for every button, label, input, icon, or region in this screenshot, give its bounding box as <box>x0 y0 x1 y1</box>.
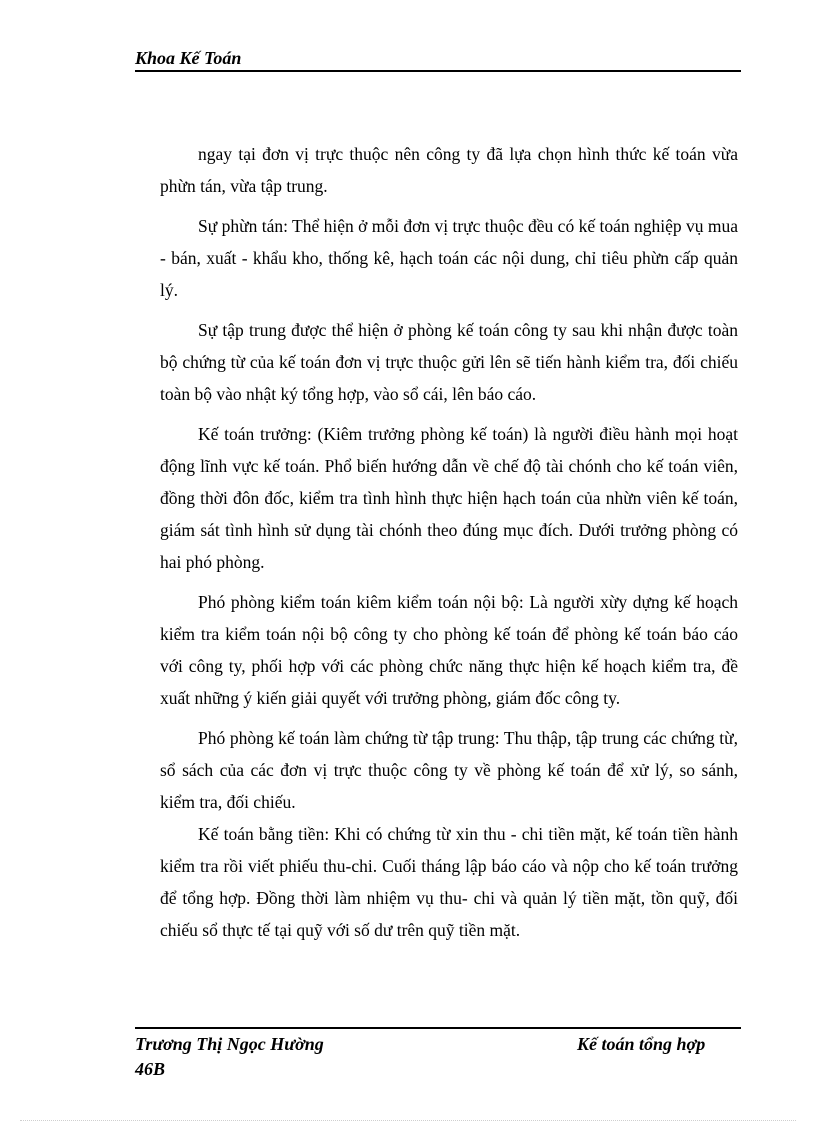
paragraph-cash-accountant: Kế toán bằng tiền: Khi có chứng từ xin thu - chi tiền mặt, kế toán tiền hành kiểm tra rồi viết phiếu thu-chi. Cuối tháng lập báo cáo và nộp cho kế toán trưởng để tổng hợp. Đồng thời làm nhiệm vụ thu- chi và quản lý tiền mặt, tồn quỹ, đối chiếu sổ thực tế tại quỹ với số dư trên quỹ tiền mặt. <box>160 824 738 940</box>
document-body <box>160 138 738 954</box>
footer-author: Trương Thị Ngọc Hường <box>135 1034 324 1054</box>
footer-major: Kế toán tổng hợp <box>577 1034 706 1054</box>
footer-divider <box>135 1027 741 1029</box>
page-top-margin <box>0 0 816 14</box>
paragraph-centralization: Sự tập trung được thể hiện ở phòng kế toán công ty sau khi nhận được toàn bộ chứng từ của kế toán đơn vị trực thuộc gửi lên sẽ tiến hành kiểm tra, đối chiếu toàn bộ vào nhật ký tổng hợp, vào sổ cái, lên báo cáo. <box>160 320 738 404</box>
paragraph-chief-accountant: Kế toán trưởng: (Kiêm trưởng phòng kế toán) là người điều hành mọi hoạt động lĩnh vực kế toán. Phổ biến hướng dẫn về chế độ tài chónh cho kế toán viên, đồng thời đôn đốc, kiểm tra tình hình thực hiện hạch toán của nhừn viên kế toán, giám sát tình hình sử dụng tài chónh theo đúng mục đích. Dưới trưởng phòng có hai phó phòng. <box>160 424 738 572</box>
header-title: Khoa Kế Toán <box>135 48 242 68</box>
page-bottom-edge <box>20 1120 796 1121</box>
paragraph-decentralization: Sự phừn tán: Thể hiện ở mỗi đơn vị trực thuộc đều có kế toán nghiệp vụ mua - bán, xuất - khẩu kho, thống kê, hạch toán các nội dung, chỉ tiêu phừn cấp quản lý. <box>160 216 738 300</box>
paragraph-deputy-vouchers: Phó phòng kế toán làm chứng từ tập trung: Thu thập, tập trung các chứng từ, sổ sách của các đơn vị trực thuộc công ty về phòng kế toán để xử lý, so sánh, kiểm tra, đối chiếu. <box>160 728 738 812</box>
footer-class: 46B <box>135 1059 166 1079</box>
header-divider <box>135 70 741 72</box>
paragraph-intro-continuation: ngay tại đơn vị trực thuộc nên công ty đã lựa chọn hình thức kế toán vừa phừn tán, vừa tập trung. <box>160 144 738 196</box>
paragraph-deputy-audit: Phó phòng kiểm toán kiêm kiểm toán nội bộ: Là người xừy dựng kế hoạch kiểm tra kiểm toán nội bộ công ty cho phòng kế toán để phòng kế toán báo cáo với công ty, phối hợp với các phòng chức năng thực hiện kế hoạch kiểm tra, đề xuất những ý kiến giải quyết với trưởng phòng, giám đốc công ty. <box>160 592 738 708</box>
